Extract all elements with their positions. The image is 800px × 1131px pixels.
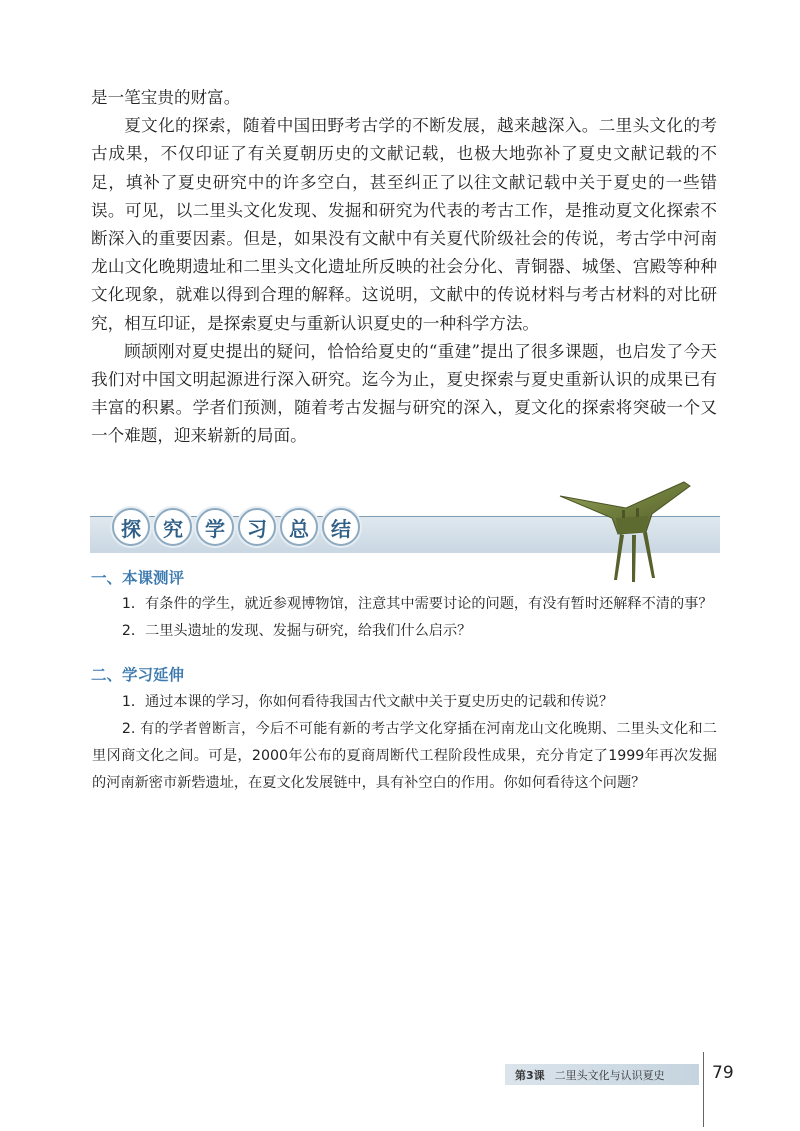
banner-title	[112, 508, 360, 546]
banner-char: 究	[154, 508, 192, 546]
banner-char: 学	[196, 508, 234, 546]
extension-question-1: 1．通过本课的学习，你如何看待我国古代文献中关于夏史历史的记载和传说？	[121, 694, 614, 710]
paragraph-gu-jiegang: 顾颉刚对夏史提出的疑问，恰恰给夏史的“重建”提出了很多课题，也启发了今天我们对中国文明起源进行深入研究。迄今为止，夏史探索与夏史重新认识的成果已有丰富的积累。学者们预测，随着考古发掘与研究的深入，夏文化的探索将突破一个又一个难题，迎来崭新的局面。	[91, 341, 717, 446]
main-text	[91, 84, 717, 451]
footer-rule	[703, 1052, 704, 1127]
assessment-question-1: 1．有条件的学生，就近参观博物馆，注意其中需要讨论的问题，有没有暂时还解释不清的事？	[121, 596, 713, 612]
section-heading-assessment: 一、本课测评	[91, 569, 185, 587]
banner-char: 总	[280, 508, 318, 546]
paragraph-xia-exploration: 夏文化的探索，随着中国田野考古学的不断发展，越来越深入。二里头文化的考古成果，不仅印证了有关夏朝历史的文献记载，也极大地弥补了夏史文献记载的不足，填补了夏史研究中的许多空白，甚至纠正了以往文献记载中关于夏史的一些错误。可见，以二里头文化发现、发掘和研究为代表的考古工作，是推动夏文化探索不断深入的重要因素。但是，如果没有文献中有关夏代阶级社会的传说，考古学中河南龙山文化晚期遗址和二里头文化遗址所反映的社会分化、青铜器、城堡、宫殿等种种文化现象，就难以得到合理的解释。这说明，文献中的传说材料与考古材料的对比研究，相互印证，是探索夏史与重新认识夏史的一种科学方法。	[91, 116, 717, 333]
lesson-number: 第3课	[515, 1068, 545, 1082]
banner-char: 习	[238, 508, 276, 546]
banner-char: 结	[322, 508, 360, 546]
extension-question-2: 2. 有的学者曾断言，今后不可能有新的考古学文化穿插在河南龙山文化晚期、二里头文化和二里冈商文化之间。可是，2000年公布的夏商周断代工程阶段性成果，充分肯定了1999年再次发掘的河南新密市新砦遗址，在夏文化发展链中，具有补空白的作用。你如何看待这个问题？	[92, 721, 717, 791]
paragraph-continued: 是一笔宝贵的财富。	[91, 88, 241, 107]
running-footer	[505, 1064, 699, 1085]
assessment-question-2: 2．二里头遗址的发现、发掘与研究，给我们什么启示？	[121, 623, 472, 639]
section-heading-extension: 二、学习延伸	[91, 666, 185, 684]
banner-char: 探	[112, 508, 150, 546]
page-number: 79	[712, 1063, 734, 1083]
lesson-title: 二里头文化与认识夏史	[554, 1068, 665, 1082]
bronze-jue-image	[556, 474, 696, 590]
